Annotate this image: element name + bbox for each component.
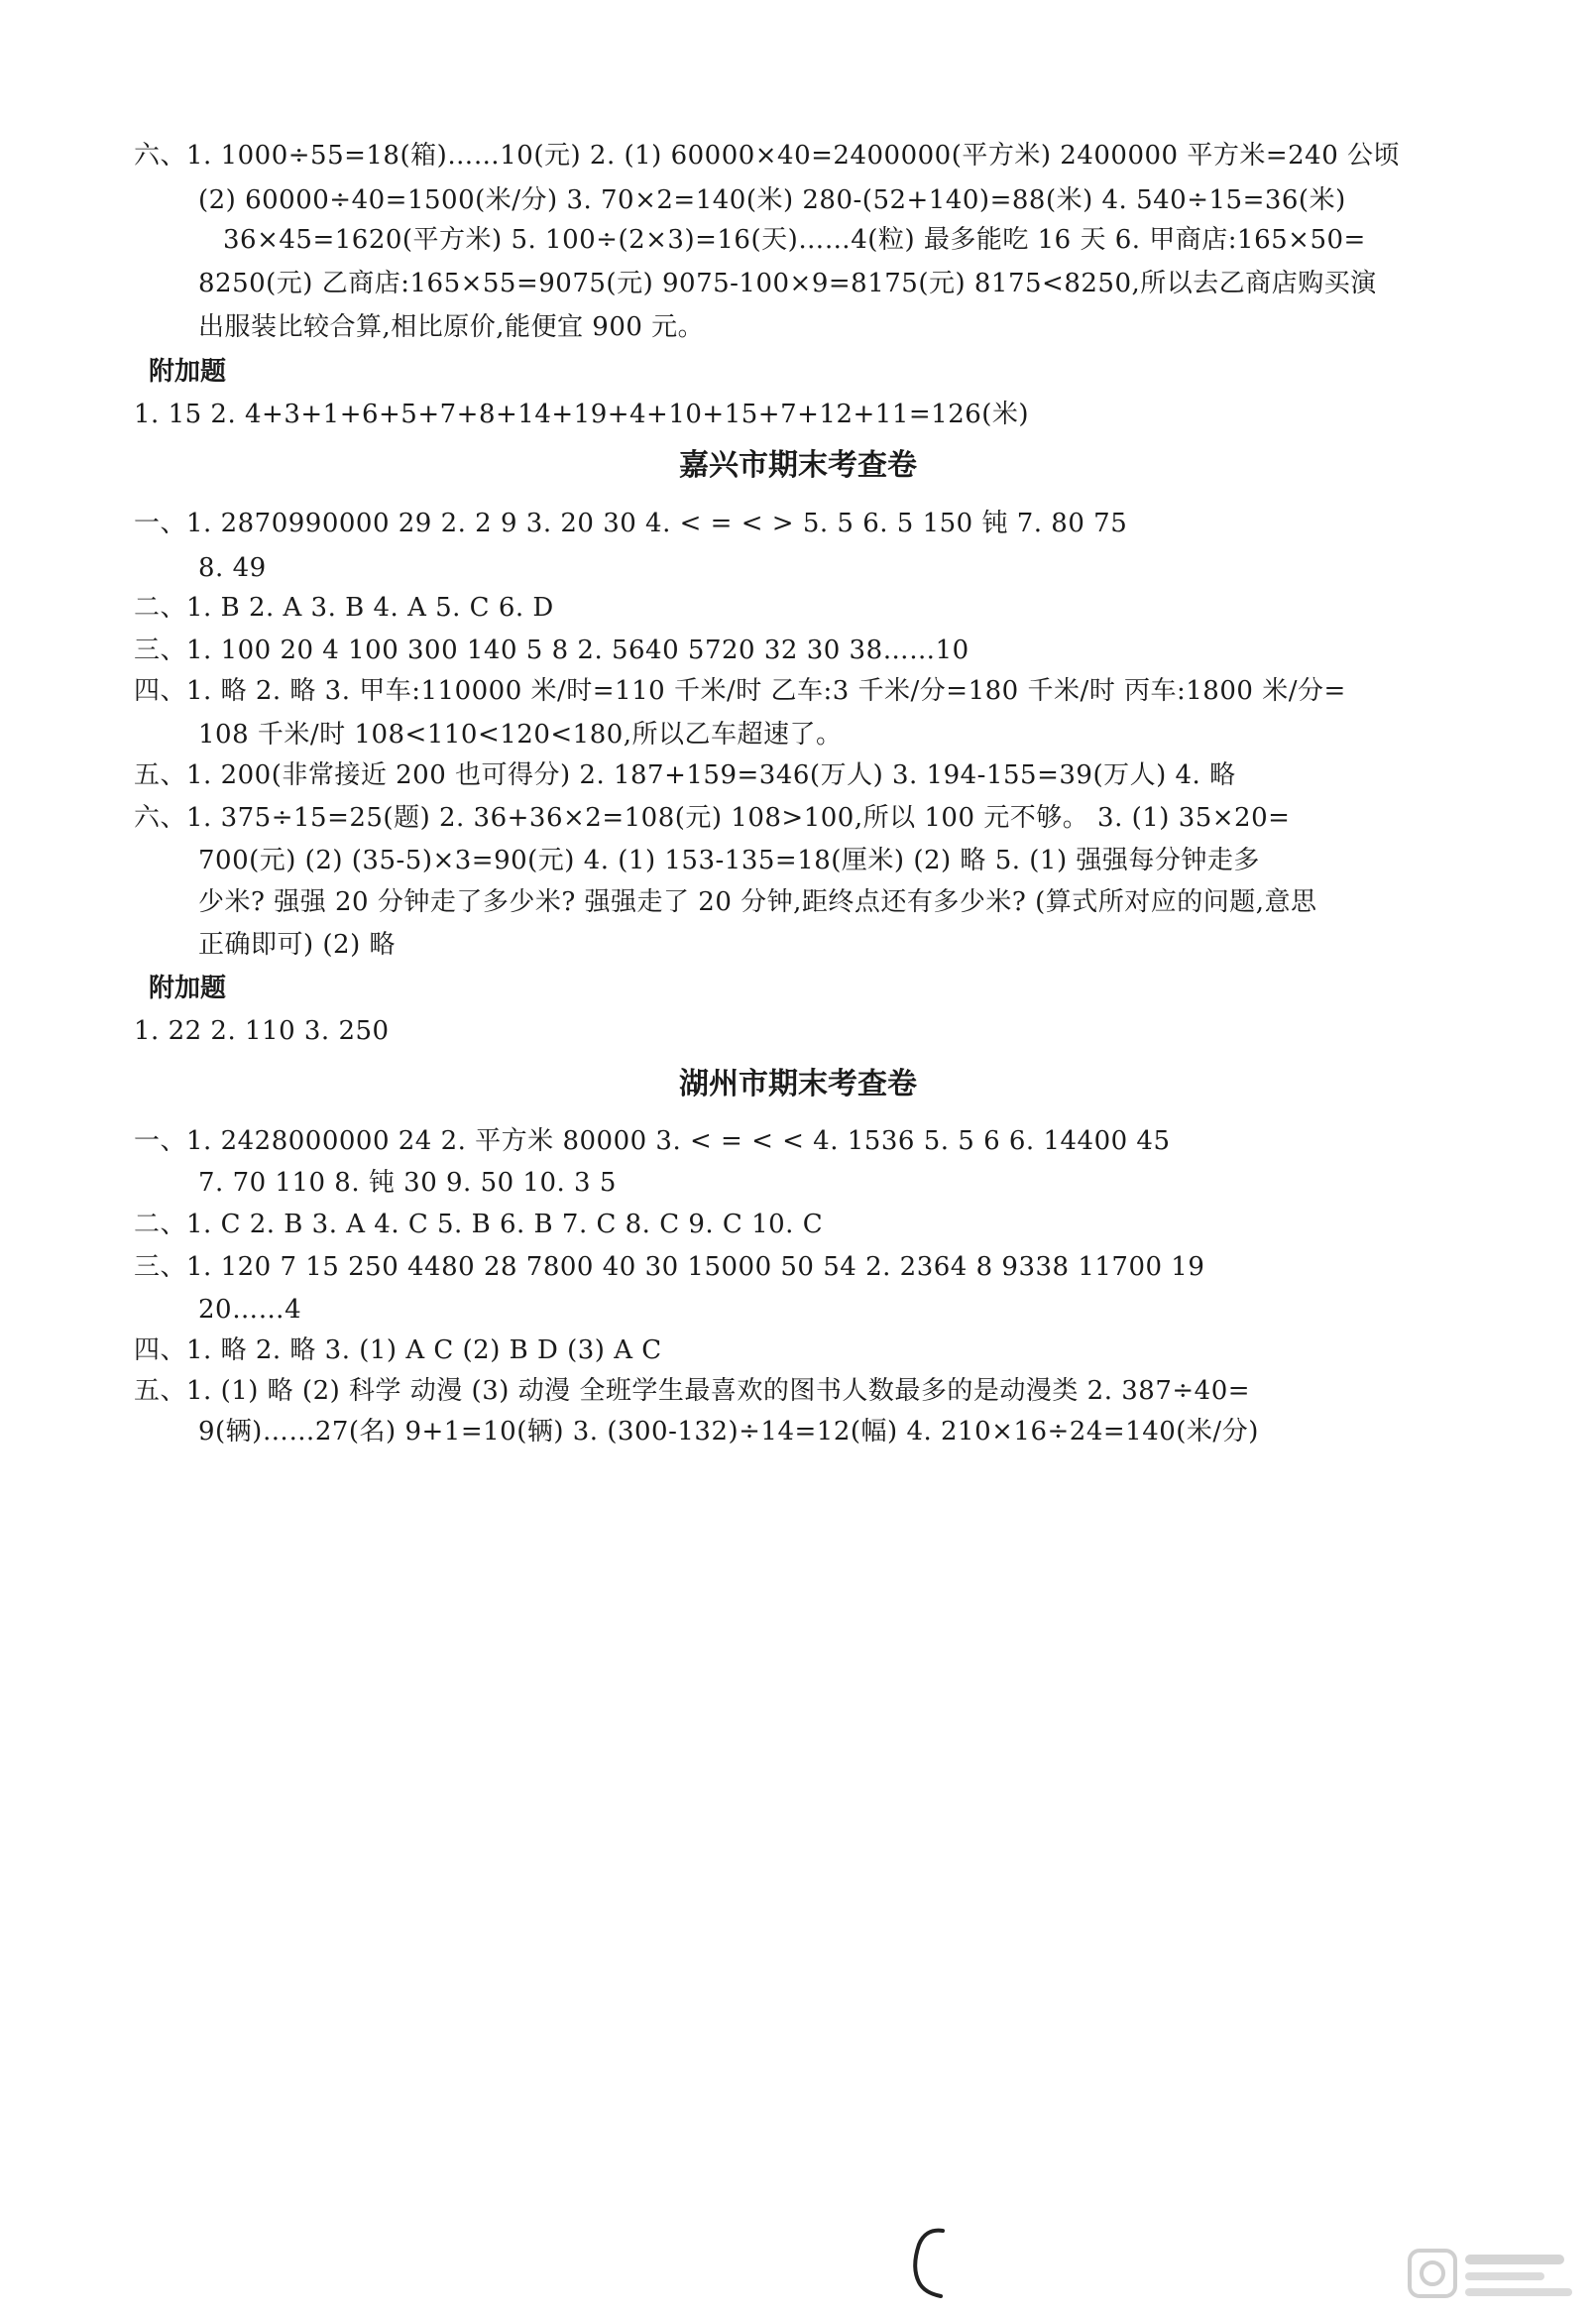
answer-line: 一、1. 2428000000 24 2. 平方米 80000 3. < = < < 4. 1536 5. 5 6 6. 14400 45 — [134, 1126, 1171, 1156]
answer-line: 二、1. C 2. B 3. A 4. C 5. B 6. B 7. C 8. C 9. C 10. C — [134, 1210, 824, 1239]
answer-line: 三、1. 100 20 4 100 300 140 5 8 2. 5640 5720 32 30 38……10 — [134, 636, 969, 665]
answer-line: 少米? 强强 20 分钟走了多少米? 强强走了 20 分钟,距终点还有多少米? (算式所对应的问题,意思 — [198, 887, 1317, 917]
answer-line: 1. 15 2. 4+3+1+6+5+7+8+14+19+4+10+15+7+12+11=126(米) — [134, 400, 1030, 429]
answer-line: (2) 60000÷40=1500(米/分) 3. 70×2=140(米) 280-(52+140)=88(米) 4. 540÷15=36(米) — [198, 185, 1346, 215]
answer-line: 36×45=1620(平方米) 5. 100÷(2×3)=16(天)……4(粒) 最多能吃 16 天 6. 甲商店:165×50= — [223, 225, 1366, 255]
answer-line: 六、1. 1000÷55=18(箱)……10(元) 2. (1) 60000×40=2400000(平方米) 2400000 平方米=240 公顷 — [134, 141, 1401, 171]
section-title: 嘉兴市期末考查卷 — [679, 448, 917, 483]
answer-line: 一、1. 2870990000 29 2. 2 9 3. 20 30 4. < = < > 5. 5 6. 5 150 钝 7. 80 75 — [134, 509, 1128, 538]
handwritten-page-number-mark — [885, 2221, 965, 2300]
answer-line: 四、1. 略 2. 略 3. 甲车:110000 米/时=110 千米/时 乙车:3 千米/分=180 千米/时 丙车:1800 米/分= — [134, 676, 1346, 706]
answer-line: 8. 49 — [198, 553, 267, 583]
answer-line: 四、1. 略 2. 略 3. (1) A C (2) B D (3) A C — [134, 1335, 662, 1365]
answer-line: 9(辆)……27(名) 9+1=10(辆) 3. (300-132)÷14=12(幅) 4. 210×16÷24=140(米/分) — [198, 1417, 1259, 1447]
answer-line: 二、1. B 2. A 3. B 4. A 5. C 6. D — [134, 593, 554, 623]
answer-line: 700(元) (2) (35-5)×3=90(元) 4. (1) 153-135=18(厘米) (2) 略 5. (1) 强强每分钟走多 — [198, 846, 1260, 875]
answer-line: 20……4 — [198, 1295, 302, 1325]
extra-questions-label: 附加题 — [149, 974, 227, 1003]
answer-line: 出服装比较合算,相比原价,能便宜 900 元。 — [198, 312, 705, 342]
watermark-logo-icon — [1408, 2243, 1576, 2306]
answer-line: 1. 22 2. 110 3. 250 — [134, 1016, 390, 1046]
answer-line: 7. 70 110 8. 钝 30 9. 50 10. 3 5 — [198, 1168, 617, 1198]
section-title: 湖州市期末考查卷 — [679, 1067, 917, 1101]
answer-line: 五、1. (1) 略 (2) 科学 动漫 (3) 动漫 全班学生最喜欢的图书人数最多的是动漫类 2. 387÷40= — [134, 1376, 1251, 1406]
answer-line: 五、1. 200(非常接近 200 也可得分) 2. 187+159=346(万人) 3. 194-155=39(万人) 4. 略 — [134, 760, 1236, 790]
answer-line: 正确即可) (2) 略 — [198, 930, 397, 960]
answer-line: 108 千米/时 108<110<120<180,所以乙车超速了。 — [198, 720, 843, 750]
extra-questions-label: 附加题 — [149, 357, 227, 387]
answer-line: 8250(元) 乙商店:165×55=9075(元) 9075-100×9=8175(元) 8175<8250,所以去乙商店购买演 — [198, 269, 1377, 298]
answer-line: 六、1. 375÷15=25(题) 2. 36+36×2=108(元) 108>100,所以 100 元不够。 3. (1) 35×20= — [134, 803, 1291, 833]
answer-line: 三、1. 120 7 15 250 4480 28 7800 40 30 15000 50 54 2. 2364 8 9338 11700 19 — [134, 1252, 1205, 1282]
